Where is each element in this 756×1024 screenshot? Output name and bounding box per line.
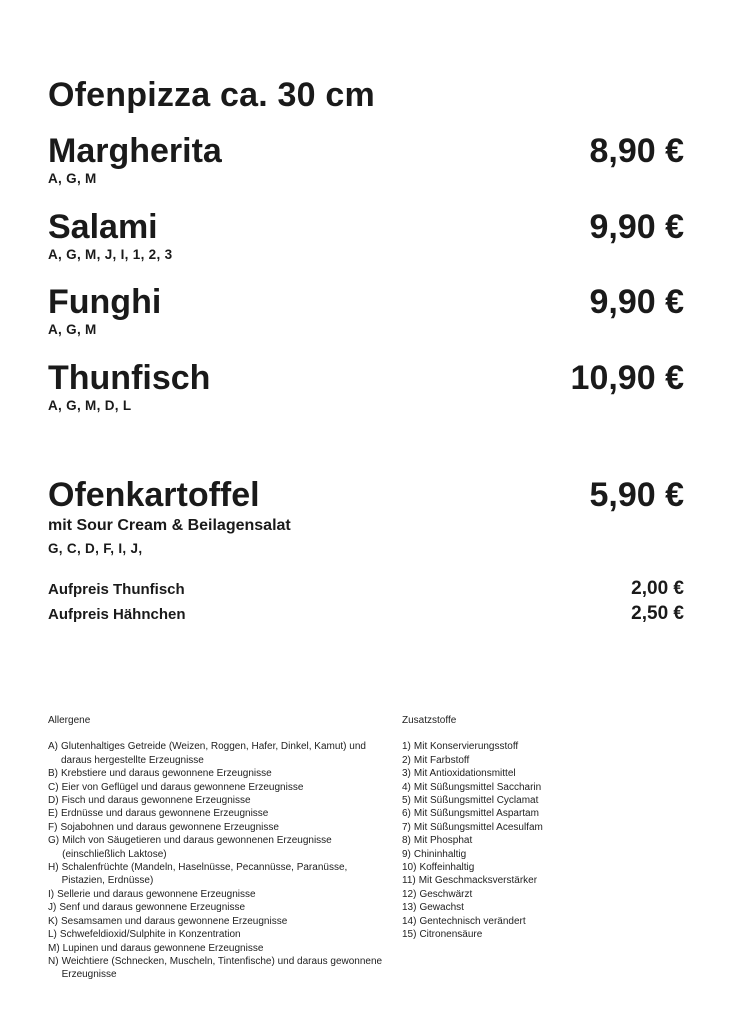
allergen-text: Sesamsamen und daraus gewonnene Erzeugnisse bbox=[61, 915, 288, 927]
allergen-key: F) bbox=[48, 821, 58, 833]
allergen-key: I) bbox=[48, 888, 55, 900]
allergen-key: E) bbox=[48, 808, 58, 820]
additive-key: 4) bbox=[402, 781, 411, 793]
additive-key: 1) bbox=[402, 741, 411, 753]
additive-text: Mit Antioxidationsmittel bbox=[413, 768, 516, 780]
allergen-text: Eier von Geflügel und daraus gewonnene Erzeugnisse bbox=[61, 781, 304, 793]
allergen-key: L) bbox=[48, 929, 57, 941]
menu-item-salami bbox=[48, 209, 684, 262]
item-allergen-codes: G, C, D, F, I, J, bbox=[48, 541, 143, 556]
allergen-text: Lupinen und daraus gewonnene Erzeugnisse bbox=[62, 942, 264, 954]
allergen-entry bbox=[48, 928, 384, 941]
additive-text: Gewachst bbox=[419, 902, 464, 914]
allergen-key: N) bbox=[48, 955, 59, 967]
additive-text: Chininhaltig bbox=[413, 848, 467, 860]
allergen-entry bbox=[48, 781, 384, 794]
additive-key: 11) bbox=[402, 875, 416, 887]
additive-entry bbox=[402, 821, 622, 834]
allergen-heading: Allergene bbox=[48, 715, 91, 726]
allergen-text: Sellerie und daraus gewonnene Erzeugnisse bbox=[57, 888, 256, 900]
additive-entry bbox=[402, 901, 622, 914]
additive-entry bbox=[402, 915, 622, 928]
additive-entry bbox=[402, 848, 622, 861]
additive-entry bbox=[402, 888, 622, 901]
allergen-entry bbox=[48, 942, 384, 955]
additive-key: 14) bbox=[402, 915, 417, 927]
item-allergen-codes: A, G, M, D, L bbox=[48, 398, 132, 413]
allergen-text: Schalenfrüchte (Mandeln, Haselnüsse, Pecannüsse, Paranüsse, Pistazien, Erdnüsse) bbox=[61, 862, 348, 887]
additive-key: 3) bbox=[402, 768, 411, 780]
allergen-key: M) bbox=[48, 942, 60, 954]
allergen-entry bbox=[48, 794, 384, 807]
allergen-text: Schwefeldioxid/Sulphite in Konzentration bbox=[59, 929, 241, 941]
additive-heading: Zusatzstoffe bbox=[402, 715, 457, 726]
item-name: Margherita bbox=[48, 132, 222, 170]
allergen-entry bbox=[48, 901, 384, 914]
extra-charge-thunfisch bbox=[48, 578, 684, 600]
item-price: 10,90 € bbox=[570, 359, 684, 397]
additive-entry bbox=[402, 834, 622, 847]
allergen-entry bbox=[48, 888, 384, 901]
additive-entry bbox=[402, 861, 622, 874]
allergen-legend bbox=[48, 714, 384, 982]
allergen-key: B) bbox=[48, 768, 58, 780]
allergen-text: Krebstiere und daraus gewonnene Erzeugnisse bbox=[61, 768, 272, 780]
extra-price: 2,50 € bbox=[631, 603, 684, 624]
additive-entry bbox=[402, 781, 622, 794]
additive-text: Gentechnisch verändert bbox=[419, 915, 526, 927]
additive-text: Geschwärzt bbox=[419, 888, 473, 900]
menu-item-thunfisch bbox=[48, 360, 684, 413]
allergen-key: H) bbox=[48, 862, 59, 874]
item-allergen-codes: A, G, M, J, I, 1, 2, 3 bbox=[48, 247, 173, 262]
additive-entry bbox=[402, 874, 622, 887]
additive-entry bbox=[402, 928, 622, 941]
item-subtitle: mit Sour Cream & Beilagensalat bbox=[48, 517, 291, 534]
additive-key: 15) bbox=[402, 929, 417, 941]
additive-text: Citronensäure bbox=[419, 929, 483, 941]
additive-key: 6) bbox=[402, 808, 411, 820]
item-name: Salami bbox=[48, 208, 158, 246]
additive-key: 12) bbox=[402, 888, 417, 900]
menu-item-ofenkartoffel bbox=[48, 477, 684, 556]
additive-text: Koffeinhaltig bbox=[419, 862, 475, 874]
additive-key: 8) bbox=[402, 835, 411, 847]
allergen-text: Erdnüsse und daraus gewonnene Erzeugnisse bbox=[61, 808, 269, 820]
allergen-key: D) bbox=[48, 795, 59, 807]
additive-text: Mit Süßungsmittel Aspartam bbox=[413, 808, 539, 820]
additive-text: Mit Geschmacksverstärker bbox=[418, 875, 538, 887]
item-name: Ofenkartoffel bbox=[48, 476, 260, 514]
extra-label: Aufpreis Thunfisch bbox=[48, 581, 185, 598]
additive-text: Mit Phosphat bbox=[413, 835, 473, 847]
item-name: Funghi bbox=[48, 283, 162, 321]
additive-key: 13) bbox=[402, 902, 417, 914]
item-price: 5,90 € bbox=[589, 476, 684, 514]
item-name: Thunfisch bbox=[48, 359, 211, 397]
additive-key: 5) bbox=[402, 795, 411, 807]
menu-item-funghi bbox=[48, 284, 684, 337]
allergen-entry bbox=[48, 807, 384, 820]
additive-key: 9) bbox=[402, 848, 411, 860]
item-allergen-codes: A, G, M bbox=[48, 171, 97, 186]
additive-key: 10) bbox=[402, 862, 417, 874]
allergen-entry bbox=[48, 955, 384, 982]
allergen-entry bbox=[48, 767, 384, 780]
allergen-text: Milch von Säugetieren und daraus gewonnenen Erzeugnisse (einschließlich Laktose) bbox=[62, 835, 332, 860]
additive-entry bbox=[402, 794, 622, 807]
item-price: 8,90 € bbox=[589, 132, 684, 170]
additive-entry bbox=[402, 740, 622, 753]
allergen-text: Senf und daraus gewonnene Erzeugnisse bbox=[59, 902, 246, 914]
extra-label: Aufpreis Hähnchen bbox=[48, 606, 186, 623]
allergen-text: Fisch und daraus gewonnene Erzeugnisse bbox=[61, 795, 251, 807]
additive-key: 7) bbox=[402, 821, 411, 833]
allergen-key: J) bbox=[48, 902, 57, 914]
allergen-key: C) bbox=[48, 781, 59, 793]
additive-text: Mit Süßungsmittel Saccharin bbox=[413, 781, 542, 793]
extra-price: 2,00 € bbox=[631, 578, 684, 599]
additive-key: 2) bbox=[402, 754, 411, 766]
allergen-entry bbox=[48, 740, 384, 767]
allergen-key: G) bbox=[48, 835, 60, 847]
additive-entry bbox=[402, 754, 622, 767]
section-title: Ofenpizza ca. 30 cm bbox=[48, 76, 375, 114]
menu-item-margherita bbox=[48, 133, 684, 186]
item-allergen-codes: A, G, M bbox=[48, 322, 97, 337]
allergen-entry bbox=[48, 834, 384, 861]
allergen-text: Weichtiere (Schnecken, Muscheln, Tintenfische) und daraus gewonnene Erzeugnisse bbox=[61, 955, 383, 981]
allergen-entry bbox=[48, 861, 384, 888]
allergen-key: K) bbox=[48, 915, 58, 927]
item-price: 9,90 € bbox=[589, 283, 684, 321]
allergen-entry bbox=[48, 821, 384, 834]
additive-text: Mit Süßungsmittel Cyclamat bbox=[413, 795, 539, 807]
allergen-text: Glutenhaltiges Getreide (Weizen, Roggen, Hafer, Dinkel, Kamut) und daraus hergestellte Erzeugnisse bbox=[61, 741, 366, 766]
extra-charge-haehnchen bbox=[48, 603, 684, 625]
additive-entry bbox=[402, 807, 622, 820]
additive-text: Mit Konservierungsstoff bbox=[413, 741, 519, 753]
allergen-key: A) bbox=[48, 741, 58, 753]
allergen-entry bbox=[48, 915, 384, 928]
allergen-text: Sojabohnen und daraus gewonnene Erzeugnisse bbox=[60, 821, 279, 833]
additive-entry bbox=[402, 767, 622, 780]
item-price: 9,90 € bbox=[589, 208, 684, 246]
additive-legend bbox=[402, 714, 622, 942]
additive-text: Mit Farbstoff bbox=[413, 754, 470, 766]
additive-text: Mit Süßungsmittel Acesulfam bbox=[413, 821, 543, 833]
